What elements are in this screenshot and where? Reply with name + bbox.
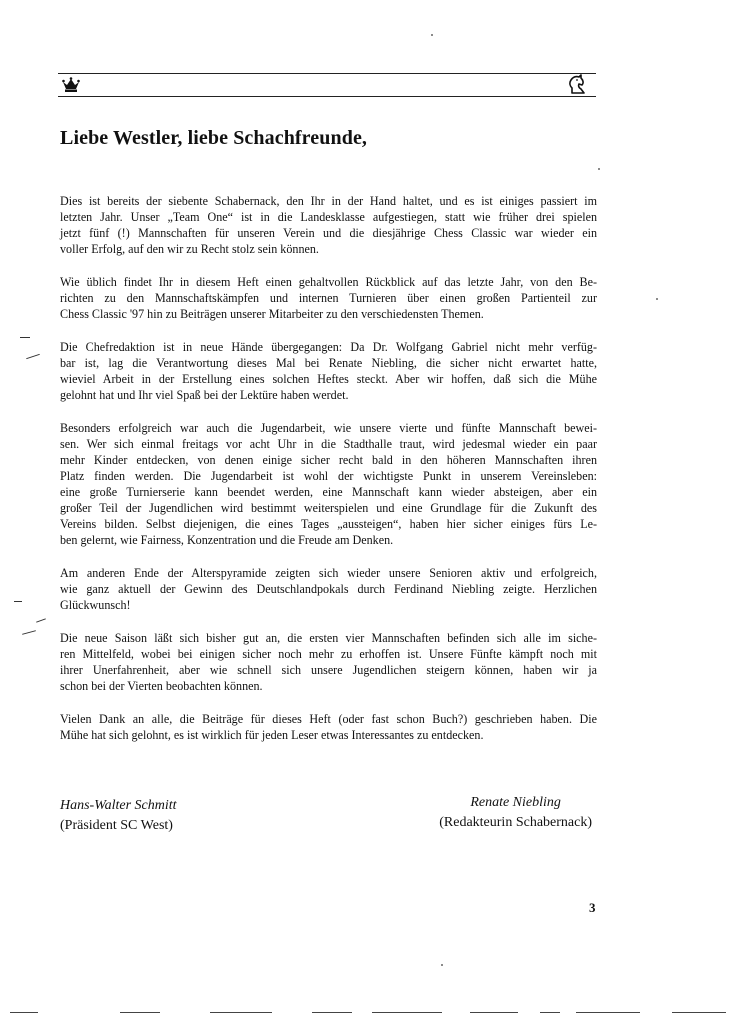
scan-edge-line — [372, 1012, 442, 1013]
text-line: wieviel Arbeit in der Erstellung eines solchen Heftes steckt. Aber wir hoffen, daß sich die Mühe — [60, 372, 597, 386]
letter-body — [60, 193, 597, 760]
scan-edge-line — [576, 1012, 640, 1013]
scan-edge-line — [672, 1012, 726, 1013]
text-line: Wie üblich findet Ihr in diesem Heft einen gehaltvollen Rückblick auf das letzte Jahr, von den Be- — [60, 275, 597, 289]
paragraph — [60, 420, 597, 548]
text-line: Die neue Saison läßt sich bisher gut an, die ersten vier Mannschaften befinden sich alle im siche- — [60, 631, 597, 645]
scan-edge-line — [312, 1012, 352, 1013]
text-line: bar ist, lag die Verantwortung dieses Mal bei Renate Niebling, die sicher nicht erwartet hatte, — [60, 356, 597, 370]
scan-speck — [656, 298, 658, 300]
signature-role: (Präsident SC West) — [60, 818, 173, 833]
scan-edge-line — [470, 1012, 518, 1013]
margin-mark — [14, 601, 22, 602]
text-line: jetzt fünf (!) Mannschaften für unseren Verein und die diesjährige Chess Classic war wieder ein — [60, 226, 597, 240]
text-line: Die Chefredaktion ist in neue Hände übergegangen: Da Dr. Wolfgang Gabriel nicht mehr verfüg- — [60, 340, 597, 354]
scan-edge-line — [540, 1012, 560, 1013]
margin-mark — [26, 354, 40, 359]
scan-edge-line — [120, 1012, 160, 1013]
text-line: Glückwunsch! — [60, 598, 131, 612]
text-line: eine große Turnierserie kann beendet werden, eine Mannschaft kann wieder absteigen, aber ein — [60, 485, 597, 499]
page-number: 3 — [589, 900, 596, 915]
signature-name: Hans-Walter Schmitt — [60, 798, 177, 813]
paragraph — [60, 711, 597, 743]
text-line: ihrer Unerfahrenheit, aber wie schnell sich unsere Jugendlichen steigern können, haben wir ja — [60, 663, 597, 677]
paragraph — [60, 630, 597, 694]
text-line: letzten Jahr. Unser „Team One“ ist in die Landesklasse aufgestiegen, statt wie früher drei spielen — [60, 210, 597, 224]
scan-speck — [598, 168, 600, 170]
paragraph — [60, 565, 597, 613]
scan-speck — [441, 964, 443, 966]
text-line: Vereins bilden. Selbst diejenigen, die eines Tages „aussteigen“, haben hier sicher einiges fürs Le- — [60, 517, 597, 531]
text-line: wie ganz aktuell der Gewinn des Deutschlandpokals durch Ferdinand Niebling zeigte. Herzlichen — [60, 582, 597, 596]
margin-mark — [36, 618, 46, 622]
scan-edge-line — [210, 1012, 272, 1013]
header-top-rule — [58, 73, 596, 74]
text-line: Platz finden werden. Die Jugendarbeit ist wohl der wichtigste Punkt in unserem Vereinsleben: — [60, 469, 597, 483]
text-line: Chess Classic '97 hin zu Beiträgen unserer Mitarbeiter zu den verschiedensten Themen. — [60, 307, 484, 321]
signature-editor — [439, 793, 592, 833]
header-bottom-rule — [58, 96, 596, 97]
paragraph — [60, 193, 597, 257]
text-line: gelohnt hat und Ihr viel Spaß bei der Lektüre haben werdet. — [60, 388, 349, 402]
margin-mark — [22, 630, 36, 635]
scan-edge-line — [10, 1012, 38, 1013]
letter-heading: Liebe Westler, liebe Schachfreunde, — [60, 127, 368, 149]
text-line: sen. Wer sich einmal freitags vor acht Uhr in die Stadthalle traut, wird jedesmal wieder ein paar — [60, 437, 597, 451]
text-line: Dies ist bereits der siebente Schabernack, den Ihr in der Hand haltet, und es ist einiges passiert im — [60, 194, 597, 208]
knight-icon — [566, 74, 588, 94]
signature-name: Renate Niebling — [470, 795, 561, 810]
paragraph — [60, 274, 597, 322]
margin-mark — [20, 337, 30, 338]
text-line: mehr Kinder entdecken, von denen einige sicher recht bald in den höheren Mannschaften ihren — [60, 453, 597, 467]
signature-role: (Redakteurin Schabernack) — [439, 815, 592, 830]
text-line: ben gelernt, wie Fairness, Konzentration und die Freude am Denken. — [60, 533, 394, 547]
crown-icon — [62, 77, 80, 93]
text-line: richten zu den Mannschaftskämpfen und internen Turnieren über einen großen Partienteil zur — [60, 291, 597, 305]
signature-president — [60, 796, 177, 836]
text-line: voller Erfolg, auf den wir zu Recht stolz sein können. — [60, 242, 319, 256]
text-line: Besonders erfolgreich war auch die Jugendarbeit, wie unsere vierte und fünfte Mannschaft bewei- — [60, 421, 597, 435]
scan-speck — [431, 34, 433, 36]
text-line: großer Teil der Jugendlichen wird bestimmt weiterspielen und eine Grundlage für die Zukunft des — [60, 501, 597, 515]
text-line: schon bei der Vierten beobachten können. — [60, 679, 263, 693]
text-line: Am anderen Ende der Alterspyramide zeigten sich wieder unsere Senioren aktiv und erfolgreich, — [60, 566, 597, 580]
text-line: ren Mittelfeld, wobei bei einigen sicher noch mehr zu erhoffen ist. Unsere Fünfte kämpft noch mit — [60, 647, 597, 661]
text-line: Mühe hat sich gelohnt, es ist wirklich für jeden Leser etwas Interessantes zu entdecken. — [60, 728, 484, 742]
text-line: Vielen Dank an alle, die Beiträge für dieses Heft (oder fast schon Buch?) geschrieben haben. Die — [60, 712, 597, 726]
paragraph — [60, 339, 597, 403]
